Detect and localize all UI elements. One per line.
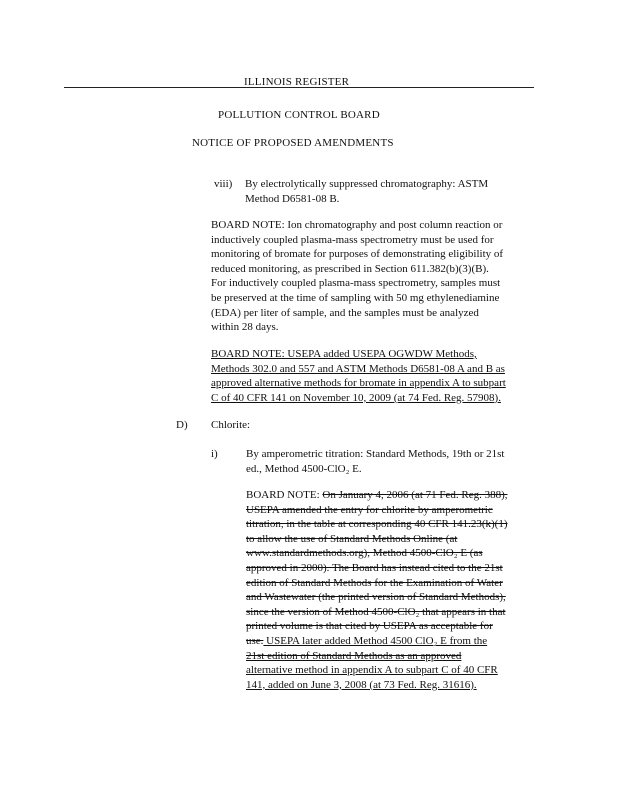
text-run: USEPA amended the entry for chlorite by amperometric: [246, 503, 493, 516]
text-run: use.: [246, 634, 264, 647]
text-run: be preserved at the time of sampling with 50 mg ethylenediamine: [211, 291, 500, 304]
text-line: [246, 517, 508, 532]
amperometric-titration-text: [246, 447, 504, 476]
text-line: [211, 276, 503, 291]
text-run: inductively coupled plasma-mass spectrometry must be used for: [211, 233, 494, 246]
text-run: Methods 302.0 and 557 and ASTM Methods D6581-08 A and B as: [211, 362, 505, 375]
text-run: reduced monitoring, as prescribed in Section 611.382(b)(3)(B).: [211, 262, 489, 275]
text-line: [246, 590, 508, 605]
d-marker: D): [176, 419, 188, 431]
text-line: [246, 488, 508, 503]
text-run: By electrolytically suppressed chromatography: ASTM: [245, 178, 489, 190]
text-run: monitoring of bromate for purposes of demonstrating eligibility of: [211, 248, 504, 261]
text-run: alternative method in appendix A to subpart C of 40 CFR: [246, 664, 498, 677]
text-run: BOARD NOTE: Ion chromatography and post column reaction or: [211, 219, 503, 231]
text-run: approved alternative methods for bromate in appendix A to subpart: [211, 377, 506, 390]
text-line: [245, 192, 488, 207]
text-line: [246, 503, 508, 518]
text-line: [211, 362, 506, 377]
board-note-ion-chromatography: [211, 218, 503, 335]
viii-text: [245, 177, 488, 206]
text-line: [246, 634, 508, 649]
text-run: approved in 2000). The Board has instead cited to the 21st: [246, 561, 503, 574]
text-run: since the version of Method 4500-ClO₂ that appears in that: [246, 605, 506, 618]
text-line: [246, 447, 504, 462]
notice-title: NOTICE OF PROPOSED AMENDMENTS: [192, 137, 394, 149]
text-run: BOARD NOTE:: [246, 489, 323, 501]
text-line: [246, 605, 508, 620]
text-run: within 28 days.: [211, 321, 279, 334]
header-rule: [64, 87, 534, 88]
text-line: [246, 561, 508, 576]
text-run: www.standardmethods.org), Method 4500-ClO₂ E (as: [246, 547, 483, 560]
text-run: titration, in the table at corresponding 40 CFR 141.23(k)(1): [246, 518, 508, 531]
chlorite-heading: Chlorite:: [211, 419, 251, 431]
text-run: USEPA later added Method 4500 ClO₂ E from the: [263, 634, 488, 647]
text-run: 21st edition of Standard Methods as an approved: [246, 649, 462, 662]
text-run: ed., Method 4500-ClO₂ E.: [246, 462, 362, 475]
text-run: to allow the use of Standard Methods Online (at: [246, 532, 458, 545]
text-line: [211, 233, 503, 248]
text-line: [211, 291, 503, 306]
text-run: BOARD NOTE: USEPA added USEPA OGWDW Methods,: [211, 348, 477, 360]
text-line: [211, 376, 506, 391]
text-line: [245, 177, 488, 192]
text-line: [246, 576, 508, 591]
text-line: [211, 306, 503, 321]
board-note-usepa-added: [211, 347, 506, 405]
text-line: [246, 532, 508, 547]
text-line: [246, 462, 504, 477]
text-run: and Wastewater (the printed version of Standard Methods),: [246, 591, 506, 604]
i-marker: i): [211, 448, 218, 460]
text-line: [211, 262, 503, 277]
viii-marker: viii): [214, 178, 233, 190]
text-run: Method D6581-08 B.: [245, 192, 340, 205]
text-line: [246, 663, 508, 678]
board-note-chlorite: [246, 488, 508, 692]
text-line: [246, 546, 508, 561]
text-line: [246, 619, 508, 634]
text-line: [211, 391, 506, 406]
text-run: edition of Standard Methods for the Examination of Water: [246, 576, 503, 589]
text-line: [211, 347, 506, 362]
text-line: [211, 320, 503, 335]
text-run: On January 4, 2006 (at 71 Fed. Reg. 388),: [322, 489, 508, 501]
text-run: C of 40 CFR 141 on November 10, 2009 (at 74 Fed. Reg. 57908).: [211, 391, 501, 404]
text-run: By amperometric titration: Standard Methods, 19th or 21st: [246, 448, 505, 460]
board-title: POLLUTION CONTROL BOARD: [218, 109, 380, 121]
text-run: 141, added on June 3, 2008 (at 73 Fed. Reg. 31616).: [246, 678, 477, 691]
text-run: printed volume is that cited by USEPA as acceptable for: [246, 620, 493, 633]
text-line: [211, 218, 503, 233]
text-run: (EDA) per liter of sample, and the samples must be analyzed: [211, 306, 479, 319]
text-line: [246, 649, 508, 664]
text-run: For inductively coupled plasma-mass spectrometry, samples must: [211, 277, 501, 290]
text-line: [211, 247, 503, 262]
register-title: ILLINOIS REGISTER: [244, 76, 350, 88]
text-line: [246, 678, 508, 693]
